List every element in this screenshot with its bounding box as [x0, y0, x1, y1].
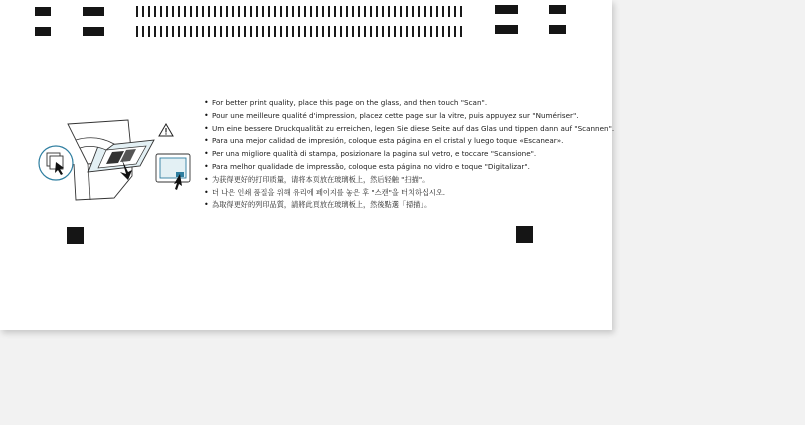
instruction-zh-tw: • 為取得更好的列印品質，請將此頁放在玻璃板上，然後點選「掃描」。 — [204, 199, 584, 212]
calibration-bars-bottom — [136, 26, 466, 37]
alignment-mark — [83, 27, 104, 36]
alignment-mark — [35, 7, 51, 16]
alignment-mark — [83, 7, 104, 16]
alignment-mark — [67, 227, 84, 244]
instruction-pt: • Para melhor qualidade de impressão, coloque esta página no vidro e toque "Digitalizar". — [204, 161, 584, 174]
instruction-it: • Per una migliore qualità di stampa, posizionare la pagina sul vetro, e toccare "Scansione". — [204, 148, 584, 161]
alignment-mark — [495, 5, 518, 14]
instruction-es: • Para una mejor calidad de impresión, coloque esta página en el cristal y luego toque «Escanear». — [204, 135, 584, 148]
calibration-bars-top — [136, 6, 466, 17]
instruction-de: • Um eine bessere Druckqualität zu erreichen, legen Sie diese Seite auf das Glas und tippen dann auf "Scannen". — [204, 123, 584, 136]
alignment-mark — [549, 5, 566, 14]
warning-triangle-icon — [158, 123, 174, 137]
instruction-fr: • Pour une meilleure qualité d'impression, placez cette page sur la vitre, puis appuyez sur "Numériser". — [204, 110, 584, 123]
instruction-list — [204, 97, 615, 212]
alignment-mark — [35, 27, 51, 36]
alignment-mark — [516, 226, 533, 243]
instruction-en: • For better print quality, place this page on the glass, and then touch "Scan". — [204, 97, 584, 110]
alignment-mark — [495, 25, 518, 34]
alignment-mark — [549, 25, 566, 34]
instruction-ko: • 더 나은 인쇄 품질을 위해 유리에 페이지를 놓은 후 "스캔"을 터치하십시오. — [204, 187, 584, 200]
instruction-zh-cn: • 为获得更好的打印质量，请将本页放在玻璃板上，然后轻触 "扫描"。 — [204, 174, 584, 187]
